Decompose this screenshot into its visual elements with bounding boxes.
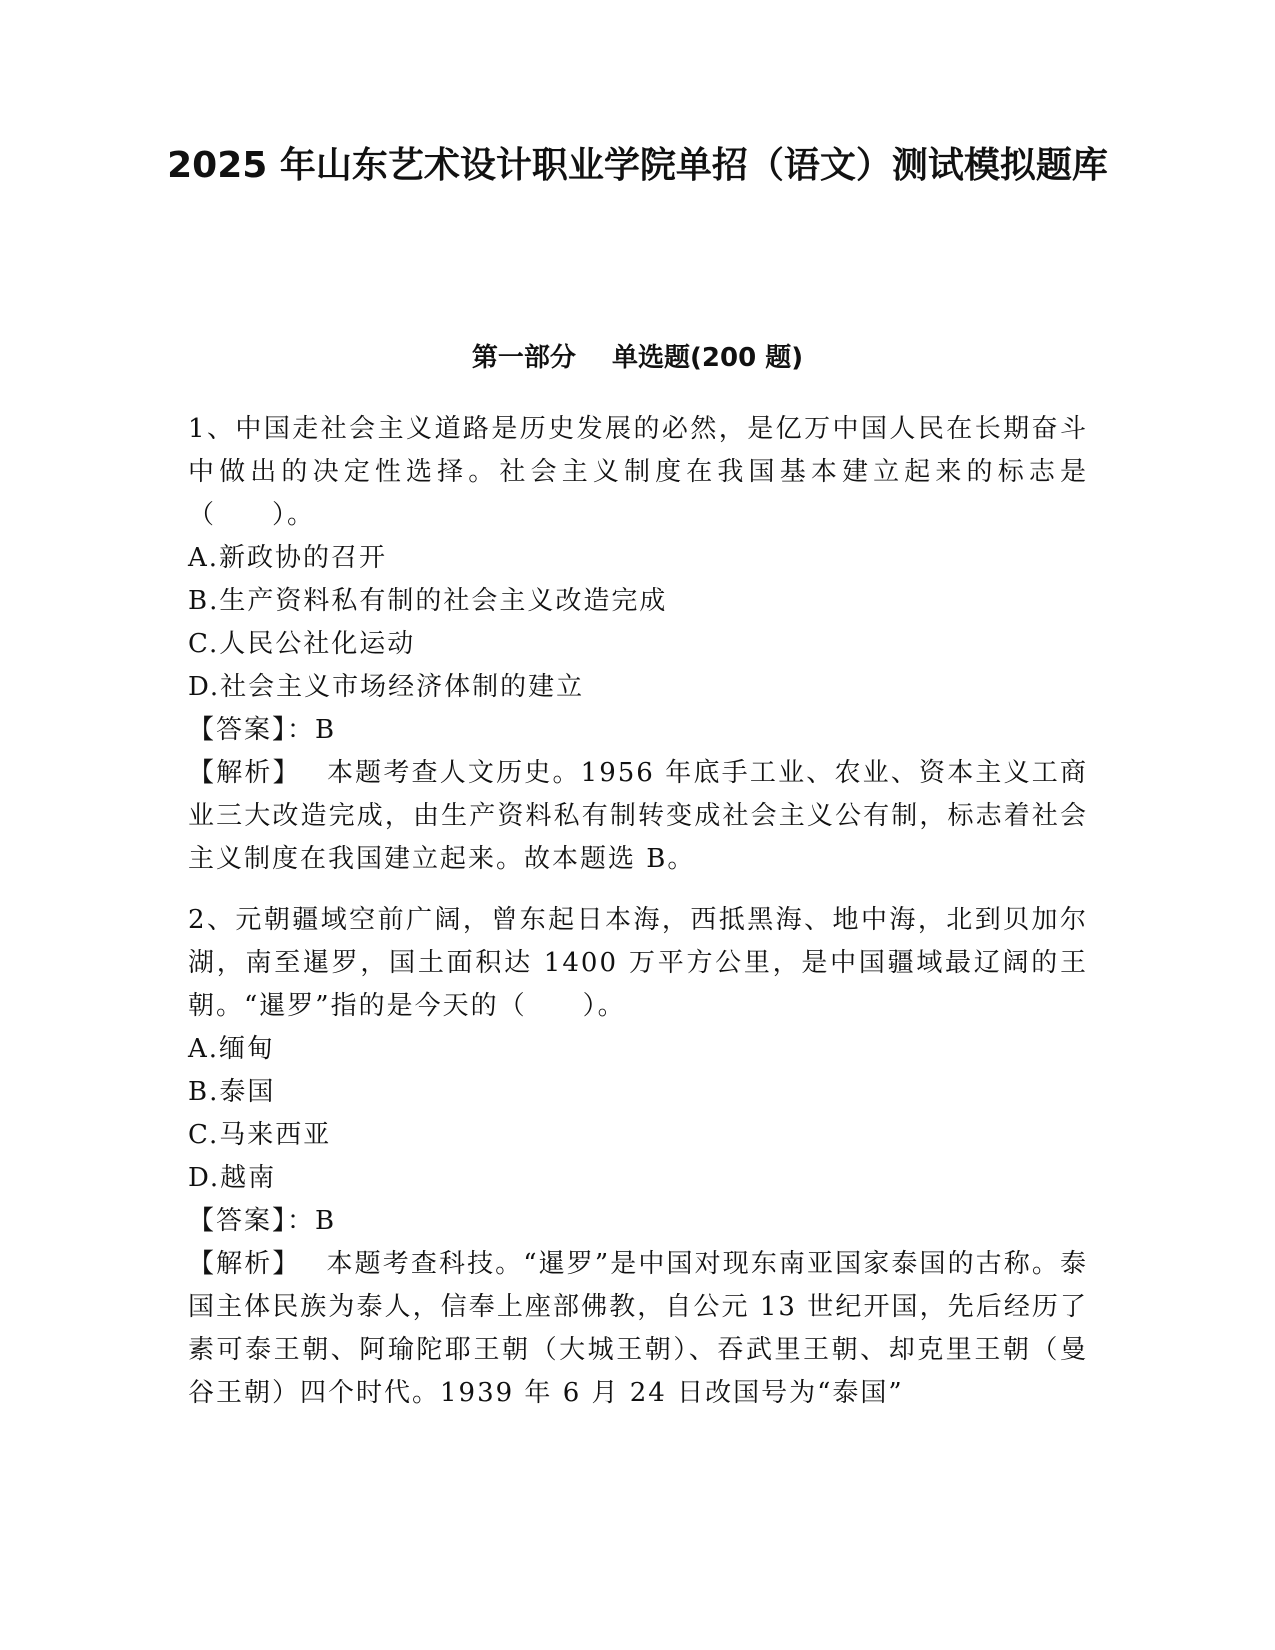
answer-label: 【答案】： xyxy=(188,715,316,745)
option-d: D.越南 xyxy=(188,1163,277,1193)
option-c: C.人民公社化运动 xyxy=(188,629,416,659)
explanation-line xyxy=(188,1243,1088,1415)
question-stem: 2、元朝疆域空前广阔，曾东起日本海，西抵黑海、地中海，北到贝加尔湖，南至暹罗，国土面积达 1400 万平方公里，是中国疆域最辽阔的王朝。“暹罗”指的是今天的（ ）。 xyxy=(188,905,1088,1021)
option-b: B.泰国 xyxy=(188,1077,276,1107)
option-a: A.新政协的召开 xyxy=(188,543,388,573)
answer-line xyxy=(188,709,1088,752)
explanation-line xyxy=(188,752,1088,881)
answer-line xyxy=(188,1200,1088,1243)
answer-label: 【答案】： xyxy=(188,1206,316,1236)
option-list xyxy=(188,1028,1088,1200)
question-stem: 1、中国走社会主义道路是历史发展的必然，是亿万中国人民在长期奋斗中做出的决定性选择。社会主义制度在我国基本建立起来的标志是（ ）。 xyxy=(188,414,1088,530)
document-title: 2025 年山东艺术设计职业学院单招（语文）测试模拟题库 xyxy=(167,145,1108,186)
explanation-label: 【解析】 xyxy=(188,1249,301,1279)
option-b: B.生产资料私有制的社会主义改造完成 xyxy=(188,586,668,616)
explanation-label: 【解析】 xyxy=(188,758,301,788)
explanation-text: 本题考查人文历史。1956 年底手工业、农业、资本主义工商业三大改造完成，由生产资料私有制转变成社会主义公有制，标志着社会主义制度在我国建立起来。故本题选 B。 xyxy=(188,758,1088,874)
option-list xyxy=(188,537,1088,709)
option-a: A.缅甸 xyxy=(188,1034,276,1064)
section-title: 第一部分 单选题(200 题) xyxy=(471,343,804,373)
option-c: C.马来西亚 xyxy=(188,1120,332,1150)
option-d: D.社会主义市场经济体制的建立 xyxy=(188,672,585,702)
question-1 xyxy=(188,408,1088,881)
question-2 xyxy=(188,899,1088,1415)
answer-value: B xyxy=(315,715,337,745)
question-list xyxy=(188,408,1088,1433)
answer-value: B xyxy=(315,1206,337,1236)
explanation-text: 本题考查科技。“暹罗”是中国对现东南亚国家泰国的古称。泰国主体民族为泰人，信奉上座部佛教，自公元 13 世纪开国，先后经历了素可泰王朝、阿瑜陀耶王朝（大城王朝）、吞武里王朝、却克里王朝（曼谷王朝）四个时代。1939 年 6 月 24 日改国号为“泰国” xyxy=(188,1249,1088,1408)
